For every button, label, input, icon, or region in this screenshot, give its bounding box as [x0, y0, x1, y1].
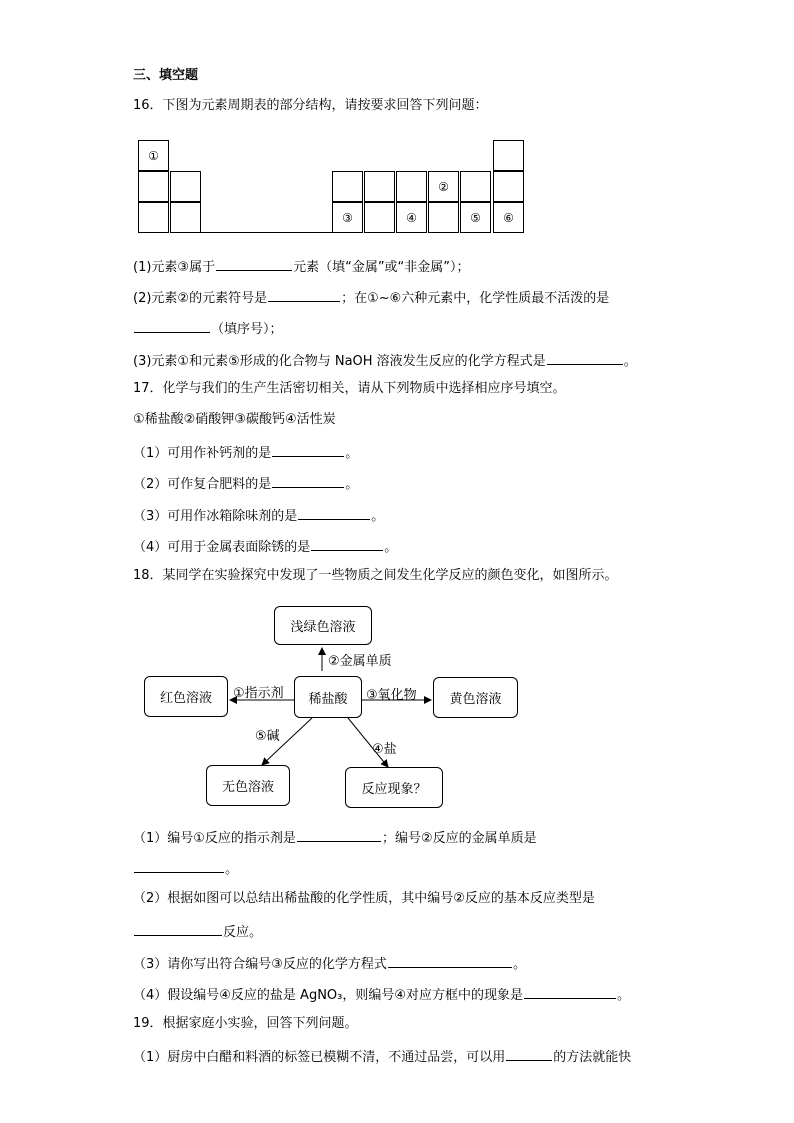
cell-element-4: ④: [396, 202, 427, 233]
label-base: ⑤碱: [255, 729, 280, 744]
q16-p2-text-c: （填序号）；: [211, 322, 283, 337]
period: 。: [345, 477, 359, 492]
period: 。: [384, 540, 398, 555]
q17-stem: 17．化学与我们的生产生活密切相关，请从下列物质中选择相应序号填空。: [133, 381, 566, 396]
q18-sub2: （2）根据如图可以总结出稀盐酸的化学性质，其中编号②反应的基本反应类型是: [133, 891, 595, 906]
q17-options: ①稀盐酸②硝酸钾③碳酸钙④活性炭: [133, 412, 336, 427]
cell-element-3: ③: [332, 202, 363, 233]
cell-element-1: ①: [138, 140, 169, 171]
q18-s4-text-a: （4）假设编号④反应的盐是 AgNO₃，则编号④对应方框中的现象是: [133, 988, 524, 1003]
answer-blank[interactable]: [388, 953, 512, 968]
section-title: 三、填空题: [133, 68, 199, 83]
q16-p1-text-a: (1)元素③属于: [133, 260, 216, 275]
q18-s1-text-b: ；编号②反应的金属单质是: [381, 831, 537, 846]
answer-blank[interactable]: [134, 921, 222, 936]
q19-sub1: [133, 1046, 631, 1067]
q16-stem: 16．下图为元素周期表的部分结构，请按要求回答下列问题：: [133, 98, 488, 113]
period: 。: [371, 509, 385, 524]
q17-s1-text: （1）可用作补钙剂的是: [133, 446, 272, 461]
q18-s1-text-a: （1）编号①反应的指示剂是: [133, 831, 296, 846]
answer-blank[interactable]: [524, 984, 616, 999]
box-colorless-solution: 无色溶液: [206, 765, 290, 806]
q18-sub3: [133, 953, 526, 974]
q17-s3-text: （3）可用作冰箱除味剂的是: [133, 509, 298, 524]
q16-p3-text-b: 。: [623, 354, 637, 369]
period: 。: [617, 988, 631, 1003]
label-metal: ②金属单质: [328, 654, 392, 669]
q18-s3-text-a: （3）请你写出符合编号③反应的化学方程式: [133, 957, 387, 972]
period: 。: [512, 957, 526, 972]
q17-s4-text: （4）可用于金属表面除锈的是: [133, 540, 311, 555]
q16-p2-text-b: ；在①~⑥六种元素中，化学性质最不活泼的是: [341, 291, 610, 306]
box-reaction-phenomenon: 反应现象？: [345, 767, 443, 808]
q18-stem: 18．某同学在实验探究中发现了一些物质之间发生化学反应的颜色变化，如图所示。: [133, 568, 618, 583]
label-salt: ④盐: [372, 742, 397, 757]
q18-sub1-cont: [133, 858, 238, 879]
q19-s1-text-b: 的方法就能快: [553, 1050, 632, 1065]
box-yellow-solution: 黄色溶液: [433, 677, 518, 718]
answer-blank[interactable]: [297, 827, 381, 842]
q18-sub1: [133, 827, 537, 848]
cell-element-2: ②: [428, 171, 459, 202]
q17-s2-text: （2）可作复合肥料的是: [133, 477, 272, 492]
q18-s2-text-b: 反应。: [223, 925, 263, 940]
q16-p3-text-a: (3)元素①和元素⑤形成的化合物与 NaOH 溶液发生反应的化学方程式是: [133, 354, 546, 369]
q16-p2-text-a: (2)元素②的元素符号是: [133, 291, 268, 306]
answer-blank[interactable]: [134, 858, 224, 873]
q18-sub2-cont: [133, 921, 262, 942]
label-oxide: ③氧化物: [366, 688, 417, 703]
box-red-solution: 红色溶液: [144, 676, 228, 717]
period: 。: [345, 446, 359, 461]
box-dilute-hcl: 稀盐酸: [294, 676, 362, 718]
q19-stem: 19．根据家庭小实验，回答下列问题。: [133, 1016, 358, 1031]
cell-element-6: ⑥: [493, 202, 524, 233]
q18-sub4: [133, 984, 630, 1005]
q16-p1-text-b: 元素（填“金属”或“非金属”）；: [293, 260, 470, 275]
label-indicator: ①指示剂: [233, 686, 284, 701]
answer-blank[interactable]: [506, 1046, 552, 1061]
period: 。: [225, 862, 239, 877]
q19-s1-text-a: （1）厨房中白醋和料酒的标签已模糊不清，不通过品尝，可以用: [133, 1050, 506, 1065]
cell-element-5: ⑤: [460, 202, 491, 233]
box-light-green-solution: 浅绿色溶液: [274, 606, 372, 645]
